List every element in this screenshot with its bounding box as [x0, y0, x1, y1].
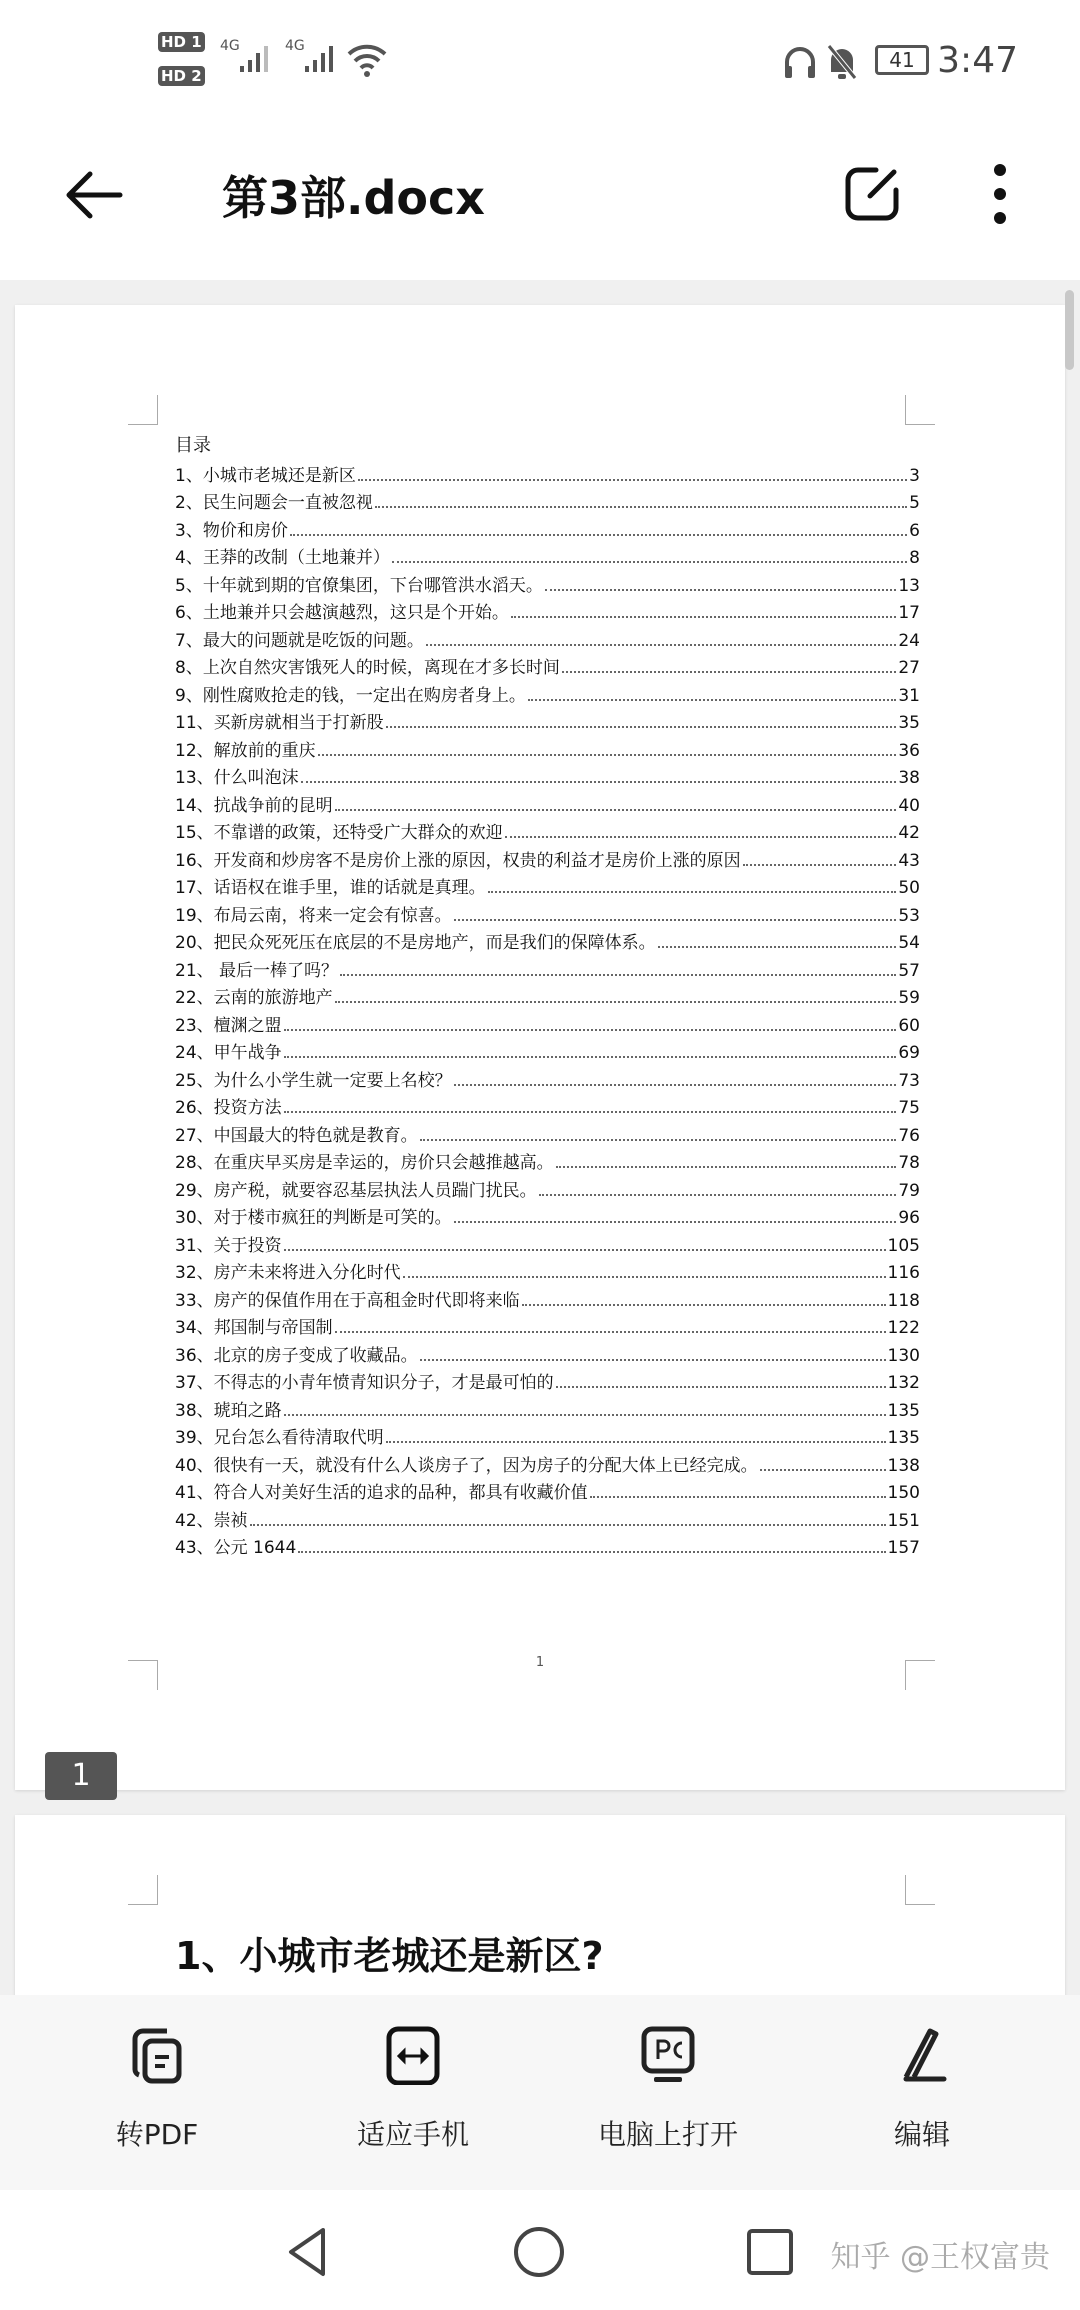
toc-leader-dots [284, 1249, 886, 1251]
toc-entry-title: 6、土地兼并只会越演越烈，这只是个开始。 [175, 603, 509, 624]
bell-muted-icon [825, 42, 859, 82]
nav-recents-icon[interactable] [745, 2227, 795, 2277]
toc-entry-page: 17 [898, 603, 920, 624]
toc-entry[interactable] [175, 517, 920, 545]
table-of-contents [175, 430, 920, 1562]
toc-entry-title: 3、物价和房价 [175, 520, 288, 541]
toc-entry-title: 15、不靠谱的政策，还特受广大群众的欢迎 [175, 823, 503, 844]
toc-entry[interactable] [175, 1397, 920, 1425]
toc-entry-page: 59 [898, 988, 920, 1009]
toc-entry-title: 26、投资方法 [175, 1098, 282, 1119]
edit-button[interactable] [822, 2025, 1022, 2153]
toc-leader-dots [335, 809, 897, 811]
convert-pdf-icon [127, 2025, 187, 2085]
open-on-pc-label: 电脑上打开 [597, 2118, 738, 2151]
toc-entry-page: 78 [898, 1153, 920, 1174]
page-1 [15, 305, 1065, 1793]
battery-level: 41 [889, 48, 915, 72]
toc-entry-title: 9、刚性腐败抢走的钱，一定出在购房者身上。 [175, 685, 526, 706]
toc-entry-title: 16、开发商和炒房客不是房价上涨的原因，权贵的利益才是房价上涨的原因 [175, 850, 741, 871]
toc-entry-page: 116 [887, 1263, 920, 1284]
toc-entry-title: 7、最大的问题就是吃饭的问题。 [175, 630, 424, 651]
signal-icon [238, 40, 274, 76]
toc-entry-title: 32、房产未来将进入分化时代 [175, 1263, 401, 1284]
toc-leader-dots [556, 1166, 897, 1168]
toc-entry-title: 1、小城市老城还是新区 [175, 465, 356, 486]
pen-edit-icon [892, 2025, 952, 2085]
toc-entry-title: 37、不得志的小青年愤青知识分子，才是最可怕的 [175, 1373, 554, 1394]
clock: 3:47 [937, 40, 1018, 81]
document-viewer[interactable] [0, 280, 1080, 1995]
toc-entry[interactable] [175, 1535, 920, 1563]
toc-leader-dots [505, 836, 897, 838]
toc-entry[interactable] [175, 1480, 920, 1508]
watermark: 知乎 @王权富贵 [830, 2240, 1050, 2275]
toc-entry[interactable] [175, 930, 920, 958]
toc-entry[interactable] [175, 1012, 920, 1040]
toc-entry-title: 31、关于投资 [175, 1235, 282, 1256]
toc-leader-dots [528, 699, 897, 701]
toc-entry-page: 36 [898, 740, 920, 761]
toc-entry-page: 27 [898, 658, 920, 679]
toc-leader-dots [545, 589, 897, 591]
toc-entry-page: 122 [887, 1318, 920, 1339]
convert-pdf-label: 转PDF [115, 2118, 199, 2151]
toc-entry[interactable] [175, 820, 920, 848]
toc-entry-page: 73 [898, 1070, 920, 1091]
toc-leader-dots [358, 479, 907, 481]
crop-mark [905, 1875, 935, 1905]
toc-leader-dots [284, 1414, 886, 1416]
toc-entry[interactable] [175, 682, 920, 710]
toc-entry-title: 2、民生问题会一直被忽视 [175, 493, 373, 514]
nav-home-icon[interactable] [512, 2225, 566, 2279]
toc-leader-dots [284, 1029, 897, 1031]
toc-entry[interactable] [175, 1315, 920, 1343]
toc-leader-dots [386, 1441, 886, 1443]
toc-entry-page: 24 [898, 630, 920, 651]
toc-entry-title: 29、房产税，就要容忍基层执法人员踹门扰民。 [175, 1180, 537, 1201]
toc-leader-dots [284, 1056, 897, 1058]
toc-entry-page: 53 [898, 905, 920, 926]
toc-entry[interactable] [175, 875, 920, 903]
more-vertical-icon[interactable] [990, 162, 1010, 226]
toc-entry-title: 21、 最后一棒了吗？ [175, 960, 339, 981]
edit-label: 编辑 [893, 2118, 950, 2151]
toc-entry-title: 22、云南的旅游地产 [175, 988, 333, 1009]
toc-entry-page: 60 [898, 1015, 920, 1036]
toc-entry-page: 69 [898, 1043, 920, 1064]
toc-leader-dots [290, 534, 907, 536]
toc-entry[interactable] [175, 710, 920, 738]
signal-icon [303, 40, 339, 76]
toc-entry-page: 42 [898, 823, 920, 844]
page-footer-number: 1 [535, 1655, 545, 1670]
toc-entry-page: 31 [898, 685, 920, 706]
open-on-pc-button[interactable] [568, 2025, 768, 2153]
toc-entry[interactable] [175, 1150, 920, 1178]
toc-entry-title: 41、符合人对美好生活的追求的品种，都具有收藏价值 [175, 1483, 588, 1504]
toc-entry-title: 36、北京的房子变成了收藏品。 [175, 1345, 418, 1366]
toc-entry[interactable] [175, 1205, 920, 1233]
toc-leader-dots [301, 781, 897, 783]
toc-entry-page: 40 [898, 795, 920, 816]
hd1-indicator: HD 1 [158, 32, 205, 52]
toc-leader-dots [556, 1386, 886, 1388]
crop-mark [905, 395, 935, 425]
toc-entry-title: 14、抗战争前的昆明 [175, 795, 333, 816]
crop-mark [128, 395, 158, 425]
toc-entry[interactable] [175, 765, 920, 793]
toc-entry-page: 54 [898, 933, 920, 954]
toc-leader-dots [420, 1139, 897, 1141]
battery-indicator [875, 45, 929, 75]
toc-entry[interactable] [175, 1342, 920, 1370]
toc-entry-page: 76 [898, 1125, 920, 1146]
toc-entry-title: 28、在重庆早买房是幸运的，房价只会越推越高。 [175, 1153, 554, 1174]
document-title: 第3部.docx [222, 171, 485, 225]
toc-entry-title: 40、很快有一天，就没有什么人谈房子了，因为房子的分配大体上已经完成。 [175, 1455, 758, 1476]
toc-entry[interactable] [175, 792, 920, 820]
toc-entry[interactable] [175, 1232, 920, 1260]
toc-leader-dots [454, 919, 897, 921]
toc-leader-dots [318, 754, 897, 756]
fit-phone-button[interactable] [313, 2025, 513, 2153]
network-type-2: 4G [285, 38, 305, 54]
toc-entry-page: 118 [887, 1290, 920, 1311]
toc-entry-title: 5、十年就到期的官僚集团，下台哪管洪水滔天。 [175, 575, 543, 596]
toc-entry[interactable] [175, 1067, 920, 1095]
toc-entry[interactable] [175, 462, 920, 490]
system-nav-bar [0, 2190, 1080, 2310]
toc-entry[interactable] [175, 737, 920, 765]
bottom-toolbar [0, 1995, 1080, 2190]
page-2 [15, 1815, 1065, 1995]
page-indicator-badge: 1 [45, 1752, 117, 1800]
toc-leader-dots [522, 1304, 886, 1306]
toc-entry-page: 13 [898, 575, 920, 596]
toc-entry-title: 8、上次自然灾害饿死人的时候，离现在才多长时间 [175, 658, 560, 679]
toc-leader-dots [392, 561, 907, 563]
crop-mark [128, 1875, 158, 1905]
toc-entry-page: 151 [887, 1510, 920, 1531]
toc-leader-dots [743, 864, 897, 866]
toc-entry[interactable] [175, 545, 920, 573]
edit-square-icon[interactable] [842, 164, 902, 224]
toc-entry-page: 35 [898, 713, 920, 734]
toc-entry[interactable] [175, 902, 920, 930]
toc-entry-page: 3 [909, 465, 920, 486]
toc-leader-dots [511, 616, 897, 618]
toc-leader-dots [760, 1469, 886, 1471]
nav-back-icon[interactable] [283, 2225, 333, 2279]
toc-leader-dots [658, 946, 897, 948]
toc-entry-title: 12、解放前的重庆 [175, 740, 316, 761]
toc-leader-dots [562, 671, 897, 673]
toc-entry-page: 5 [909, 493, 920, 514]
toc-entry-title: 13、什么叫泡沫 [175, 768, 299, 789]
toc-leader-dots [590, 1496, 886, 1498]
toc-leader-dots [284, 1111, 897, 1113]
toc-entry-title: 38、琥珀之路 [175, 1400, 282, 1421]
toc-entry-page: 135 [887, 1428, 920, 1449]
toc-entry-title: 39、兄台怎么看待清取代明 [175, 1428, 384, 1449]
arrow-left-icon[interactable] [62, 168, 124, 222]
toc-entry-page: 6 [909, 520, 920, 541]
toc-entry[interactable] [175, 985, 920, 1013]
toc-entry-title: 4、王莽的改制（土地兼并） [175, 548, 390, 569]
toc-title: 目录 [175, 435, 211, 456]
toc-entry-title: 17、话语权在谁手里，谁的话就是真理。 [175, 878, 486, 899]
toc-entry-title: 30、对于楼市疯狂的判断是可笑的。 [175, 1208, 452, 1229]
toc-entry-title: 24、甲午战争 [175, 1043, 282, 1064]
toc-leader-dots [420, 1359, 886, 1361]
toc-leader-dots [375, 506, 907, 508]
toc-leader-dots [340, 974, 896, 976]
toc-entry-title: 34、邦国制与帝国制 [175, 1318, 333, 1339]
toc-entry[interactable] [175, 1122, 920, 1150]
toc-entry-page: 135 [887, 1400, 920, 1421]
toc-entry[interactable] [175, 490, 920, 518]
app-header [0, 110, 1080, 280]
toc-entry-page: 132 [887, 1373, 920, 1394]
section-heading: 1、小城市老城还是新区? [175, 1934, 604, 1978]
toc-entry[interactable] [175, 600, 920, 628]
toc-leader-dots [335, 1331, 886, 1333]
scrollbar[interactable] [1065, 290, 1074, 370]
toc-entry-title: 42、崇祯 [175, 1510, 248, 1531]
toc-entry-page: 130 [887, 1345, 920, 1366]
fit-phone-icon [383, 2025, 443, 2085]
headphones-icon [783, 44, 817, 80]
toc-entry-title: 43、公元 1644 [175, 1538, 297, 1559]
toc-leader-dots [426, 644, 897, 646]
toc-leader-dots [386, 726, 897, 728]
toc-entry[interactable] [175, 1370, 920, 1398]
toc-entry-page: 43 [898, 850, 920, 871]
toc-entry-page: 8 [909, 548, 920, 569]
open-on-pc-icon [638, 2025, 698, 2085]
toc-entry-page: 75 [898, 1098, 920, 1119]
fit-phone-label: 适应手机 [356, 2118, 469, 2151]
toc-leader-dots [335, 1001, 897, 1003]
toc-entry-page: 150 [887, 1483, 920, 1504]
toc-entry-page: 105 [887, 1235, 920, 1256]
toc-entry-title: 25、为什么小学生就一定要上名校？ [175, 1070, 452, 1091]
network-type-1: 4G [220, 38, 240, 54]
toc-entry[interactable] [175, 1095, 920, 1123]
toc-entry-page: 50 [898, 878, 920, 899]
toc-leader-dots [488, 891, 897, 893]
toc-leader-dots [250, 1524, 886, 1526]
toc-leader-dots [539, 1194, 897, 1196]
toc-entry[interactable] [175, 572, 920, 600]
toc-entry[interactable] [175, 627, 920, 655]
toc-entry[interactable] [175, 1507, 920, 1535]
status-bar [0, 0, 1080, 110]
toc-entry-page: 57 [898, 960, 920, 981]
toc-entry-title: 33、房产的保值作用在于高租金时代即将来临 [175, 1290, 520, 1311]
toc-entry[interactable] [175, 1040, 920, 1068]
toc-entry-page: 96 [898, 1208, 920, 1229]
toc-entry[interactable] [175, 1425, 920, 1453]
toc-entry-title: 19、布局云南，将来一定会有惊喜。 [175, 905, 452, 926]
toc-entry[interactable] [175, 1177, 920, 1205]
toc-entry[interactable] [175, 957, 920, 985]
toc-leader-dots [454, 1221, 897, 1223]
toc-leader-dots [403, 1276, 886, 1278]
toc-entry[interactable] [175, 1287, 920, 1315]
hd2-indicator: HD 2 [158, 66, 205, 86]
wifi-icon [345, 40, 391, 78]
toc-entry[interactable] [175, 655, 920, 683]
toc-leader-dots [298, 1551, 885, 1553]
toc-entry-page: 138 [887, 1455, 920, 1476]
convert-pdf-button[interactable] [57, 2025, 257, 2153]
toc-entry-title: 20、把民众死死压在底层的不是房地产，而是我们的保障体系。 [175, 933, 656, 954]
toc-entry-title: 11、买新房就相当于打新股 [175, 713, 384, 734]
toc-entry[interactable] [175, 847, 920, 875]
toc-entry[interactable] [175, 1452, 920, 1480]
toc-entry-title: 23、檀渊之盟 [175, 1015, 282, 1036]
toc-entry-page: 157 [887, 1538, 920, 1559]
toc-entry-page: 79 [898, 1180, 920, 1201]
toc-entry[interactable] [175, 1260, 920, 1288]
toc-leader-dots [454, 1084, 897, 1086]
toc-entry-page: 38 [898, 768, 920, 789]
toc-entry-title: 27、中国最大的特色就是教育。 [175, 1125, 418, 1146]
